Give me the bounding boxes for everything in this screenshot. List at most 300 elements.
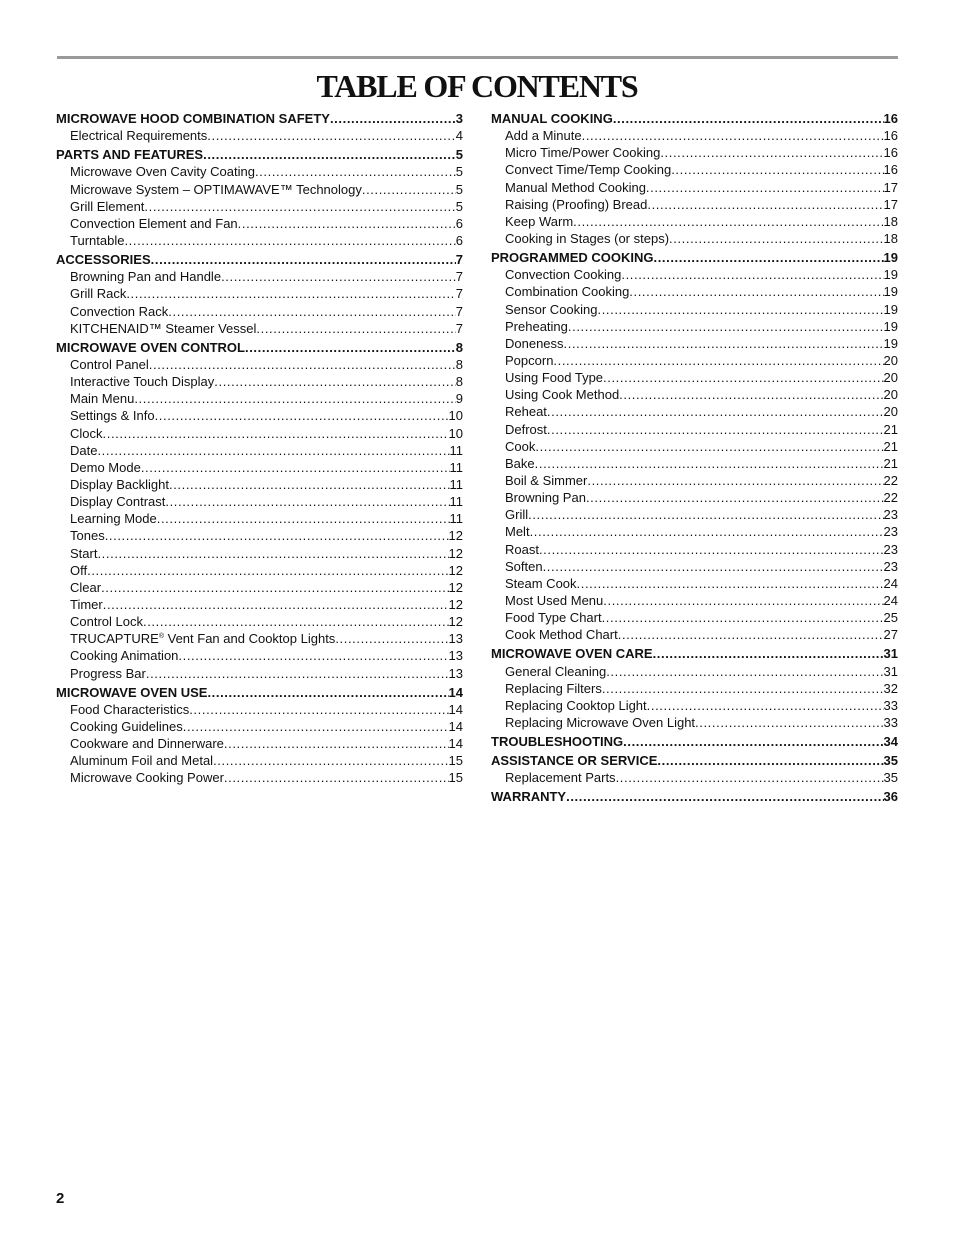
toc-subentry[interactable] xyxy=(56,527,463,544)
toc-page-number: 33 xyxy=(883,714,898,730)
toc-page-number: 5 xyxy=(455,147,463,163)
page-title: TABLE OF CONTENTS xyxy=(316,68,638,104)
toc-subentry[interactable] xyxy=(56,510,463,527)
toc-page-number: 8 xyxy=(455,356,463,372)
toc-subentry[interactable] xyxy=(56,562,463,579)
dot-leader xyxy=(141,459,450,476)
toc-entry-label: Convection Element and Fan xyxy=(70,215,238,231)
dot-leader xyxy=(238,215,456,232)
dot-leader xyxy=(623,733,883,750)
toc-entry-label: Cooking Animation xyxy=(70,648,179,664)
toc-subentry[interactable] xyxy=(491,575,898,592)
dot-leader xyxy=(169,476,450,493)
toc-entry-label: Date xyxy=(70,442,98,458)
toc-section-entry[interactable] xyxy=(491,733,898,750)
dot-leader xyxy=(97,442,449,459)
dot-leader xyxy=(618,626,884,643)
toc-page-number: 14 xyxy=(448,718,463,734)
toc-subentry[interactable] xyxy=(491,266,898,283)
dot-leader xyxy=(330,110,456,127)
toc-page-number: 34 xyxy=(883,734,898,750)
toc-page-number: 23 xyxy=(883,541,898,557)
dot-leader xyxy=(189,701,448,718)
toc-subentry[interactable] xyxy=(491,663,898,680)
dot-leader xyxy=(547,403,884,420)
toc-subentry[interactable] xyxy=(491,301,898,318)
toc-subentry[interactable] xyxy=(56,647,463,664)
toc-page-number: 31 xyxy=(883,663,898,679)
dot-leader xyxy=(671,161,883,178)
toc-subentry[interactable] xyxy=(56,493,463,510)
toc-subentry[interactable] xyxy=(56,181,463,198)
toc-subentry[interactable] xyxy=(56,613,463,630)
toc-subentry[interactable] xyxy=(491,472,898,489)
toc-entry-label: MICROWAVE OVEN CONTROL xyxy=(56,339,245,355)
toc-page-number: 32 xyxy=(883,680,898,696)
toc-entry-label: Melt xyxy=(505,524,530,540)
dot-leader xyxy=(207,684,448,701)
dot-leader xyxy=(103,596,449,613)
toc-entry-label: Preheating xyxy=(505,318,568,334)
dot-leader xyxy=(669,230,884,247)
toc-entry-label: Using Cook Method xyxy=(505,387,620,403)
toc-entry-label: Interactive Touch Display xyxy=(70,374,215,390)
toc-entry-label: General Cleaning xyxy=(505,663,607,679)
toc-entry-label: Convect Time/Temp Cooking xyxy=(505,162,672,178)
toc-entry-label: Using Food Type xyxy=(505,370,604,386)
toc-page-number: 5 xyxy=(455,164,463,180)
toc-page-number: 11 xyxy=(449,476,463,492)
dot-leader xyxy=(165,493,449,510)
toc-subentry[interactable] xyxy=(56,545,463,562)
toc-entry-label: Aluminum Foil and Metal xyxy=(70,753,214,769)
dot-leader xyxy=(143,613,449,630)
toc-entry-label: Food Type Chart xyxy=(505,610,602,626)
toc-section-entry[interactable] xyxy=(56,110,463,127)
toc-subentry[interactable] xyxy=(56,735,463,752)
dot-leader xyxy=(146,665,449,682)
toc-entry-label: Grill xyxy=(505,507,529,523)
toc-entry-label: Browning Pan and Handle xyxy=(70,269,222,285)
toc-page-number: 24 xyxy=(883,575,898,591)
toc-page-number: 16 xyxy=(883,128,898,144)
toc-page-number: 33 xyxy=(883,697,898,713)
toc-page-number: 15 xyxy=(448,770,463,786)
dot-leader xyxy=(543,558,884,575)
toc-subentry[interactable] xyxy=(491,541,898,558)
dot-leader xyxy=(245,339,456,356)
toc-subentry[interactable] xyxy=(491,609,898,626)
toc-page-number: 19 xyxy=(883,250,898,266)
dot-leader xyxy=(124,232,455,249)
toc-entry-label: Convection Rack xyxy=(70,303,169,319)
toc-page-number: 10 xyxy=(448,425,463,441)
toc-entry-label: Display Contrast xyxy=(70,494,166,510)
toc-page-number: 7 xyxy=(455,303,463,319)
dot-leader xyxy=(535,438,883,455)
toc-page-number: 12 xyxy=(448,596,463,612)
toc-subentry[interactable] xyxy=(491,455,898,472)
toc-subentry[interactable] xyxy=(491,196,898,213)
toc-subentry[interactable] xyxy=(56,769,463,786)
toc-entry-label: Replacing Microwave Oven Light xyxy=(505,714,696,730)
toc-entry-label: MICROWAVE HOOD COMBINATION SAFETY xyxy=(56,111,330,126)
toc-page-number: 8 xyxy=(455,339,463,355)
toc-entry-label: Learning Mode xyxy=(70,511,157,527)
toc-subentry[interactable] xyxy=(56,268,463,285)
toc-page-number: 19 xyxy=(883,335,898,351)
toc-subentry[interactable] xyxy=(56,127,463,144)
toc-entry-label: Micro Time/Power Cooking xyxy=(505,145,661,161)
toc-page-number: 13 xyxy=(448,631,463,647)
toc-subentry[interactable] xyxy=(56,232,463,249)
toc-subentry[interactable] xyxy=(491,213,898,230)
toc-entry-label: MANUAL COOKING xyxy=(491,111,613,126)
toc-entry-label: Grill Rack xyxy=(70,286,127,302)
toc-subentry[interactable] xyxy=(56,285,463,302)
dot-leader xyxy=(613,110,884,127)
toc-entry-label: Cooking in Stages (or steps) xyxy=(505,230,670,246)
toc-subentry[interactable] xyxy=(56,701,463,718)
dot-leader xyxy=(616,769,884,786)
toc-entry-label: Cookware and Dinnerware xyxy=(70,736,224,752)
toc-entry-label: Defrost xyxy=(505,421,547,437)
dot-leader xyxy=(621,266,883,283)
dot-leader xyxy=(224,735,449,752)
toc-column-left xyxy=(56,110,463,786)
toc-section-entry[interactable] xyxy=(56,339,463,356)
toc-subentry[interactable] xyxy=(56,198,463,215)
dot-leader xyxy=(577,575,884,592)
toc-page-number: 21 xyxy=(883,455,898,471)
toc-subentry[interactable] xyxy=(491,318,898,335)
dot-leader xyxy=(126,285,455,302)
toc-page-number: 21 xyxy=(883,421,898,437)
toc-subentry[interactable] xyxy=(56,579,463,596)
toc-entry-label: Settings & Info xyxy=(70,408,155,424)
dot-leader xyxy=(647,196,883,213)
toc-page-number: 31 xyxy=(883,646,898,662)
toc-entry-label: Clock xyxy=(70,425,103,441)
dot-leader xyxy=(619,386,883,403)
dot-leader xyxy=(214,373,455,390)
toc-subentry[interactable] xyxy=(491,626,898,643)
toc-page-number: 27 xyxy=(883,627,898,643)
toc-subentry[interactable] xyxy=(56,356,463,373)
dot-leader xyxy=(573,213,883,230)
toc-page-number: 16 xyxy=(883,162,898,178)
toc-subentry[interactable] xyxy=(491,769,898,786)
toc-entry-label: Soften xyxy=(505,558,543,574)
toc-subentry[interactable] xyxy=(56,163,463,180)
toc-entry-label: Main Menu xyxy=(70,391,135,407)
toc-subentry[interactable] xyxy=(56,390,463,407)
toc-entry-label: Steam Cook xyxy=(505,575,577,591)
dot-leader xyxy=(105,527,449,544)
toc-page-number: 5 xyxy=(455,198,463,214)
toc-page-number: 20 xyxy=(883,387,898,403)
toc-subentry[interactable] xyxy=(491,230,898,247)
toc-page-number: 21 xyxy=(883,438,898,454)
toc-entry-label: Display Backlight xyxy=(70,476,169,492)
toc-subentry[interactable] xyxy=(56,215,463,232)
toc-page-number: 6 xyxy=(455,215,463,231)
dot-leader xyxy=(660,144,883,161)
dot-leader xyxy=(97,545,448,562)
toc-entry-label: Control Lock xyxy=(70,614,143,630)
dot-leader xyxy=(566,788,883,805)
toc-entry-label: Off xyxy=(70,562,88,578)
toc-subentry[interactable] xyxy=(56,718,463,735)
toc-page-number: 20 xyxy=(883,404,898,420)
toc-entry-label: Demo Mode xyxy=(70,459,141,475)
toc-page-number: 9 xyxy=(455,391,463,407)
toc-entry-label: Progress Bar xyxy=(70,665,146,681)
dot-leader xyxy=(603,592,883,609)
toc-page-number: 3 xyxy=(455,111,463,126)
toc-page-number: 20 xyxy=(883,370,898,386)
dot-leader xyxy=(568,318,884,335)
toc-entry-label: Food Characteristics xyxy=(70,701,190,717)
toc-column-right xyxy=(491,110,898,806)
toc-entry-label: Combination Cooking xyxy=(505,284,630,300)
dot-leader xyxy=(168,303,455,320)
dot-leader xyxy=(530,523,884,540)
toc-section-entry[interactable] xyxy=(491,752,898,769)
toc-section-entry[interactable] xyxy=(56,684,463,701)
dot-leader xyxy=(224,769,449,786)
toc-subentry[interactable] xyxy=(491,369,898,386)
toc-page-number: 23 xyxy=(883,524,898,540)
toc-entry-label: PARTS AND FEATURES xyxy=(56,147,204,163)
toc-entry-label: MICROWAVE OVEN CARE xyxy=(491,646,653,662)
toc-entry-label: Turntable xyxy=(70,232,125,248)
toc-subentry[interactable] xyxy=(491,335,898,352)
dot-leader xyxy=(103,425,449,442)
toc-subentry[interactable] xyxy=(56,596,463,613)
dot-leader xyxy=(629,283,883,300)
toc-subentry[interactable] xyxy=(56,407,463,424)
toc-page-number: 22 xyxy=(883,472,898,488)
toc-subentry[interactable] xyxy=(491,558,898,575)
toc-page-number: 14 xyxy=(448,684,463,700)
toc-page-number: 6 xyxy=(455,232,463,248)
toc-subentry[interactable] xyxy=(56,373,463,390)
toc-entry-label: ASSISTANCE OR SERVICE xyxy=(491,753,658,769)
toc-subentry[interactable] xyxy=(491,489,898,506)
dot-leader xyxy=(134,390,455,407)
toc-subentry[interactable] xyxy=(491,697,898,714)
toc-subentry[interactable] xyxy=(56,752,463,769)
toc-subentry[interactable] xyxy=(491,523,898,540)
toc-subentry[interactable] xyxy=(491,127,898,144)
dot-leader xyxy=(213,752,448,769)
toc-section-entry[interactable] xyxy=(491,788,898,805)
registered-mark: ® xyxy=(158,633,165,641)
toc-page-number: 16 xyxy=(883,111,898,126)
dot-leader xyxy=(647,697,884,714)
toc-page-number: 15 xyxy=(448,753,463,769)
toc-subentry[interactable] xyxy=(56,425,463,442)
toc-entry-label: Cooking Guidelines xyxy=(70,718,183,734)
toc-page-number: 17 xyxy=(883,196,898,212)
toc-subentry[interactable] xyxy=(56,320,463,337)
dot-leader xyxy=(602,680,884,697)
dot-leader xyxy=(587,472,883,489)
toc-subentry[interactable] xyxy=(491,421,898,438)
dot-leader xyxy=(586,489,884,506)
toc-entry-label: Electrical Requirements xyxy=(70,128,208,144)
toc-page-number: 35 xyxy=(883,753,898,769)
toc-entry-label: Most Used Menu xyxy=(505,592,604,608)
toc-entry-label: Replacing Filters xyxy=(505,680,602,696)
toc-subentry[interactable] xyxy=(491,352,898,369)
toc-subentry[interactable] xyxy=(491,161,898,178)
toc-entry-label: Replacement Parts xyxy=(505,770,616,786)
toc-entry-label: MICROWAVE OVEN USE xyxy=(56,684,208,700)
toc-subentry[interactable] xyxy=(491,680,898,697)
dot-leader xyxy=(362,181,456,198)
dot-leader xyxy=(155,407,449,424)
toc-subentry[interactable] xyxy=(56,459,463,476)
dot-leader xyxy=(564,335,884,352)
toc-entry-label: Tones xyxy=(70,528,105,544)
toc-entry-label: Replacing Cooktop Light xyxy=(505,697,647,713)
dot-leader xyxy=(178,647,448,664)
toc-entry-label: Reheat xyxy=(505,404,547,420)
toc-page-number: 19 xyxy=(883,284,898,300)
toc-page-number: 13 xyxy=(448,665,463,681)
dot-leader xyxy=(157,510,450,527)
toc-page-number: 5 xyxy=(455,181,463,197)
dot-leader xyxy=(653,645,884,662)
toc-subentry[interactable] xyxy=(491,179,898,196)
toc-subentry[interactable] xyxy=(491,592,898,609)
dot-leader xyxy=(203,146,456,163)
dot-leader xyxy=(582,127,884,144)
toc-section-entry[interactable] xyxy=(491,645,898,662)
toc-entry-label: Roast xyxy=(505,541,539,557)
toc-page-number: 4 xyxy=(455,128,463,144)
toc-entry-label: Raising (Proofing) Bread xyxy=(505,196,648,212)
dot-leader xyxy=(255,163,456,180)
toc-entry-label: Microwave System – OPTIMAWAVE™ Technology xyxy=(70,181,362,197)
toc-entry-label: Bake xyxy=(505,455,535,471)
dot-leader xyxy=(183,718,449,735)
dot-leader xyxy=(603,369,883,386)
toc-subentry[interactable] xyxy=(491,403,898,420)
toc-entry-label: Cook Method Chart xyxy=(505,627,618,643)
toc-page-number: 14 xyxy=(448,701,463,717)
toc-section-entry[interactable] xyxy=(56,146,463,163)
toc-subentry[interactable] xyxy=(491,506,898,523)
toc-page-number: 18 xyxy=(883,230,898,246)
toc-subentry[interactable] xyxy=(491,283,898,300)
toc-entry-label: Convection Cooking xyxy=(505,267,622,283)
toc-page-number: 11 xyxy=(449,459,463,475)
toc-page-number: 12 xyxy=(448,579,463,595)
toc-page-number: 12 xyxy=(448,528,463,544)
toc-subentry[interactable] xyxy=(56,665,463,682)
toc-section-entry[interactable] xyxy=(491,249,898,266)
toc-page-number: 7 xyxy=(455,286,463,302)
dot-leader xyxy=(207,127,455,144)
dot-leader xyxy=(695,714,883,731)
toc-entry-label: WARRANTY xyxy=(491,789,567,805)
toc-page-number: 12 xyxy=(448,614,463,630)
dot-leader xyxy=(221,268,456,285)
dot-leader xyxy=(151,251,456,268)
dot-leader xyxy=(606,663,883,680)
toc-page-number: 19 xyxy=(883,267,898,283)
dot-leader xyxy=(535,455,884,472)
toc-page-number: 11 xyxy=(449,494,463,510)
dot-leader xyxy=(553,352,883,369)
top-rule xyxy=(57,56,898,59)
toc-page-number: 11 xyxy=(449,511,463,527)
toc-entry-label: Manual Method Cooking xyxy=(505,179,646,195)
toc-page-number: 8 xyxy=(455,374,463,390)
toc-page-number: 19 xyxy=(883,301,898,317)
toc-page-number: 12 xyxy=(448,562,463,578)
toc-page-number: 7 xyxy=(455,320,463,336)
toc-page-number: 13 xyxy=(448,648,463,664)
toc-page-number: 11 xyxy=(449,442,463,458)
toc-entry-label: TRUCAPTURE® Vent Fan and Cooktop Lights xyxy=(70,631,336,647)
toc-entry-label: ACCESSORIES xyxy=(56,252,151,268)
dot-leader xyxy=(528,506,883,523)
toc-page-number: 10 xyxy=(448,408,463,424)
toc-page-number: 24 xyxy=(883,592,898,608)
toc-subentry[interactable] xyxy=(56,630,463,647)
dot-leader xyxy=(657,752,883,769)
toc-page-number: 36 xyxy=(883,789,898,805)
toc-subentry[interactable] xyxy=(56,476,463,493)
toc-entry-label: Microwave Cooking Power xyxy=(70,770,224,786)
toc-subentry[interactable] xyxy=(491,386,898,403)
dot-leader xyxy=(602,609,884,626)
toc-subentry[interactable] xyxy=(491,144,898,161)
toc-entry-label: Cook xyxy=(505,438,536,454)
toc-entry-label: Control Panel xyxy=(70,356,149,372)
dot-leader xyxy=(654,249,884,266)
toc-entry-label: Timer xyxy=(70,596,103,612)
toc-entry-label: Sensor Cooking xyxy=(505,301,598,317)
toc-entry-label: PROGRAMMED COOKING xyxy=(491,250,654,266)
toc-subentry[interactable] xyxy=(56,303,463,320)
toc-page-number: 14 xyxy=(448,736,463,752)
dot-leader xyxy=(335,630,448,647)
toc-page-number: 19 xyxy=(883,318,898,334)
toc-page-number: 7 xyxy=(455,252,463,268)
dot-leader xyxy=(547,421,884,438)
toc-entry-label: TROUBLESHOOTING xyxy=(491,734,624,750)
toc-subentry[interactable] xyxy=(56,442,463,459)
toc-entry-label: Doneness xyxy=(505,335,564,351)
toc-entry-label: Boil & Simmer xyxy=(505,472,588,488)
toc-entry-label: Clear xyxy=(70,579,102,595)
toc-subentry[interactable] xyxy=(491,438,898,455)
dot-leader xyxy=(539,541,884,558)
toc-entry-label: Microwave Oven Cavity Coating xyxy=(70,164,255,180)
toc-page-number: 20 xyxy=(883,352,898,368)
toc-subentry[interactable] xyxy=(491,714,898,731)
dot-leader xyxy=(87,562,448,579)
toc-section-entry[interactable] xyxy=(56,251,463,268)
toc-section-entry[interactable] xyxy=(491,110,898,127)
toc-entry-label: Start xyxy=(70,545,98,561)
dot-leader xyxy=(598,301,884,318)
